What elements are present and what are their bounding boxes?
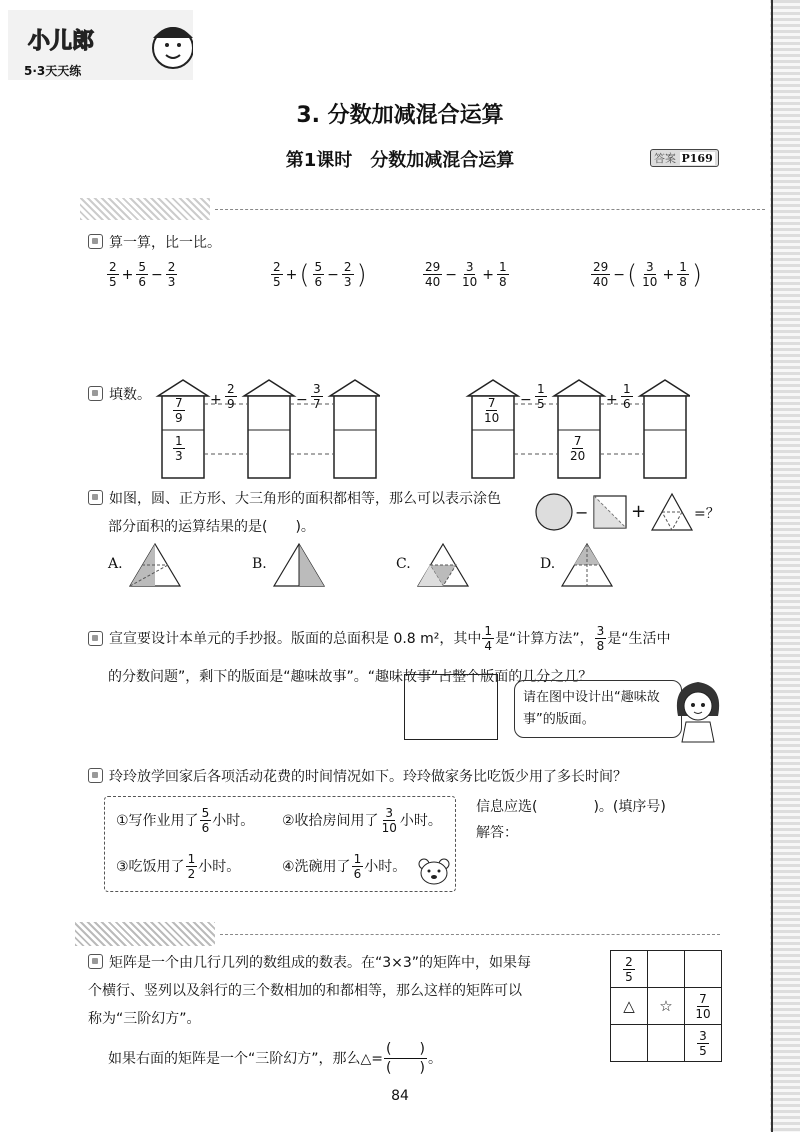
magic-cell-r0c1[interactable] [648, 951, 685, 988]
question-4-line2: 的分数问题”，剩下的版面是“趣味故事”。“趣味故事”占整个版面的几分之几？ [108, 669, 593, 685]
magic-cell-r1c2: $\frac{7}{10}$ [685, 988, 722, 1025]
magic-cell-r1c1: ☆ [648, 988, 685, 1025]
q3-option-c-triangle[interactable] [414, 542, 472, 588]
q2-right-op1: − [520, 392, 532, 408]
q3-option-b-triangle[interactable] [270, 542, 328, 588]
question-2-prompt: 填数。 [88, 384, 151, 406]
q2-left-op2: − [296, 392, 308, 408]
q2-right-f1: $\frac{1}{5}$ [537, 382, 545, 411]
q2-house-diagram-right [460, 374, 690, 480]
section-band [80, 198, 210, 220]
q4-layout-board[interactable] [404, 674, 498, 740]
q5-answer-label: 解答： [476, 825, 518, 841]
girl-mascot-icon [672, 676, 724, 744]
question-icon [88, 386, 103, 401]
question-icon [88, 954, 103, 969]
question-icon [88, 768, 103, 783]
question-4-line1: 宣宣要设计本单元的手抄报。版面的总面积是 0.8 m²，其中 $\frac{1}{4}$ 是“计算方法”， $\frac{3}{8}$ 是“生活中 [88, 624, 670, 653]
q2-house-diagram-left [150, 374, 380, 480]
section-divider [215, 209, 765, 210]
q4-speech-bubble: 请在图中设计出“趣味故事”的版面。 [514, 680, 682, 738]
q5-info-3: ③吃饭用了 $\frac{1}{2}$ 小时。 [116, 852, 241, 881]
question-6-line4: 如果右面的矩阵是一个“三阶幻方”，那么△= $\frac{( )}{( )}$ 。 [108, 1041, 442, 1076]
q3-eq-result: =？ [694, 506, 720, 522]
q2-left-op1: + [210, 392, 222, 408]
svg-text:小儿郎: 小儿郎 [28, 29, 95, 54]
question-5-prompt: 玲玲放学回家后各项活动花费的时间情况如下。玲玲做家务比吃饭少用了多长时间？ [88, 766, 627, 788]
q3-option-d-triangle[interactable] [558, 542, 616, 588]
q3-shape-equation [534, 490, 719, 534]
q2-left-f1: $\frac{2}{9}$ [227, 382, 235, 411]
q1-expression-2: $\frac{2}{5}$ + ( $\frac{5}{6}$ − $\frac{2}{3}$ ) [273, 259, 367, 290]
question-icon [88, 234, 103, 249]
q2-right-f2: $\frac{1}{6}$ [623, 382, 631, 411]
question-icon [88, 490, 103, 505]
q5-info-1: ①写作业用了 $\frac{5}{6}$ 小时。 [116, 806, 255, 835]
magic-cell-r0c2[interactable] [685, 951, 722, 988]
magic-square-grid [610, 950, 722, 1062]
magic-cell-r2c0[interactable] [611, 1025, 648, 1062]
q1-expression-3: $\frac{29}{40}$ − $\frac{3}{10}$ + $\frac{1}{8}$ [425, 260, 507, 289]
q3-option-b-label: B. [252, 556, 267, 572]
q6-answer-numerator[interactable]: ( ) [386, 1041, 425, 1057]
section-title: 3. 分数加减混合运算 [296, 103, 504, 128]
q3-option-d-label: D. [540, 556, 556, 572]
q3-eq-minus: − [575, 503, 589, 522]
q2-left-top: $\frac{7}{9}$ [175, 396, 183, 425]
q3-option-a-triangle[interactable] [126, 542, 184, 588]
q2-right-top: $\frac{7}{10}$ [484, 396, 500, 425]
magic-cell-r1c0: △ [611, 988, 648, 1025]
question-6-line3: 称为“三阶幻方”。 [88, 1011, 201, 1027]
section-divider-2 [220, 934, 720, 935]
q2-right-mid: $\frac{7}{20}$ [570, 434, 586, 463]
magic-cell-r2c1[interactable] [648, 1025, 685, 1062]
question-3-line2: 部分面积的运算结果的是( )。 [108, 519, 315, 535]
q5-select-info[interactable]: 信息应选( )。(填序号) [476, 799, 666, 815]
bear-icon [416, 856, 452, 886]
brand-tag: 5·3天天练 [24, 64, 82, 78]
page-reference-number: P169 [681, 152, 713, 165]
q1-expression-1: $\frac{2}{5}$ + $\frac{5}{6}$ − $\frac{2}{3}$ [109, 260, 176, 289]
magic-cell-r2c2: $\frac{3}{5}$ [685, 1025, 722, 1062]
page-number: 84 [391, 1088, 409, 1104]
page-reference: 答案 P169 [650, 149, 719, 167]
q2-left-f2: $\frac{3}{7}$ [313, 382, 321, 411]
q5-info-2: ②收拾房间用了 $\frac{3}{10}$ 小时。 [282, 806, 442, 835]
q2-left-bottom: $\frac{1}{3}$ [175, 434, 183, 463]
q5-info-4: ④洗碗用了 $\frac{1}{6}$ 小时。 [282, 852, 407, 881]
lesson-title: 第1课时 分数加减混合运算 [285, 150, 515, 171]
question-6-line2: 个横行、竖列以及斜行的三个数相加的和都相等，那么这样的矩阵可以 [88, 983, 522, 999]
q1-expression-4: $\frac{29}{40}$ − ( $\frac{3}{10}$ + $\frac{1}{8}$ ) [593, 259, 702, 290]
question-1-prompt: 算一算，比一比。 [88, 232, 221, 254]
q3-option-a-label: A. [108, 556, 123, 572]
question-3-line1: 如图，圆、正方形、大三角形的面积都相等，那么可以表示涂色 [88, 488, 501, 510]
q2-right-op2: + [606, 392, 618, 408]
q3-eq-plus: + [631, 501, 647, 522]
section-band-2 [75, 922, 215, 946]
question-icon [88, 631, 103, 646]
question-6-line1: 矩阵是一个由几行几列的数组成的数表。在“3×3”的矩阵中，如果每 [88, 952, 531, 974]
magic-cell-r0c0: $\frac{2}{5}$ [611, 951, 648, 988]
q6-answer-denominator[interactable]: ( ) [386, 1060, 425, 1076]
q3-option-c-label: C. [396, 556, 411, 572]
